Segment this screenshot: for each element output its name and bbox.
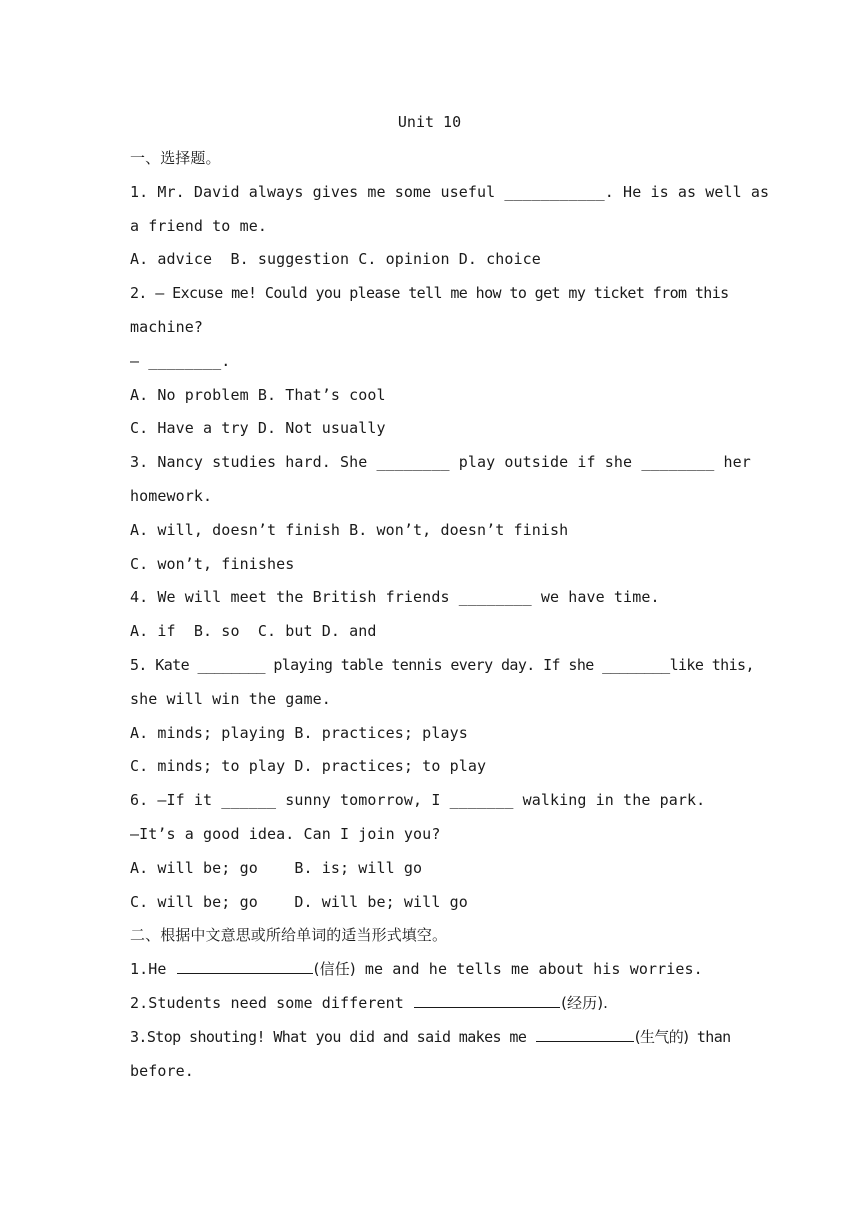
- section-2-heading: 二、根据中文意思或所给单词的适当形式填空。: [130, 926, 448, 945]
- question-2-line-3: — ________.: [130, 351, 231, 370]
- fill-item-2-hint: (经历).: [561, 993, 609, 1012]
- question-6-line-1: 6. —If it ______ sunny tomorrow, I _______ walking in the park.: [130, 791, 706, 810]
- question-2-options-2: C. Have a try D. Not usually: [130, 419, 386, 438]
- fill-item-3-hint: (生气的): [634, 1027, 689, 1046]
- fill-item-1-after: me and he tells me about his worries.: [355, 960, 703, 979]
- fill-item-3-continuation: before.: [130, 1061, 194, 1080]
- fill-item-3-after: than: [688, 1027, 731, 1046]
- question-6-options-2: C. will be; go D. will be; will go: [130, 892, 468, 911]
- fill-blank-2[interactable]: [414, 991, 560, 1008]
- question-5-options-1: A. minds; playing B. practices; plays: [130, 723, 468, 742]
- question-2-line-2: machine?: [130, 317, 204, 336]
- question-3-line-1: 3. Nancy studies hard. She ________ play outside if she ________ her: [130, 453, 751, 472]
- question-4-line-1: 4. We will meet the British friends ________ we have time.: [130, 588, 660, 607]
- question-4-options: A. if B. so C. but D. and: [130, 622, 377, 641]
- question-2-options-1: A. No problem B. That’s cool: [130, 385, 386, 404]
- page-title: Unit 10: [397, 113, 462, 131]
- fill-item-1-before: 1.He: [130, 960, 176, 979]
- question-5-line-2: she will win the game.: [130, 689, 331, 708]
- fill-item-3: [130, 1021, 735, 1055]
- worksheet-page: [130, 108, 770, 1088]
- question-6-line-2: —It’s a good idea. Can I join you?: [130, 824, 441, 843]
- section-1-heading: 一、选择题。: [130, 149, 221, 167]
- fill-item-1-hint: (信任): [313, 960, 356, 979]
- fill-blank-3[interactable]: [536, 1025, 634, 1042]
- question-5-options-2: C. minds; to play D. practices; to play: [130, 757, 487, 776]
- fill-item-1: [130, 953, 735, 987]
- fill-item-2-before: 2.Students need some different: [130, 993, 414, 1012]
- fill-blank-1[interactable]: [177, 957, 313, 974]
- question-2-line-1: 2. — Excuse me! Could you please tell me how to get my ticket from this: [130, 284, 729, 303]
- question-1-line-2: a friend to me.: [130, 216, 267, 235]
- question-1-options: A. advice B. suggestion C. opinion D. choice: [130, 250, 541, 269]
- fill-item-3-before: 3.Stop shouting! What you did and said makes me: [130, 1027, 535, 1046]
- question-3-options-2: C. won’t, finishes: [130, 554, 295, 573]
- question-5-line-1: 5. Kate ________ playing table tennis every day. If she ________like this,: [130, 655, 754, 674]
- question-1-line-1: 1. Mr. David always gives me some useful ___________. He is as well as: [130, 182, 770, 201]
- question-3-line-2: homework.: [130, 486, 213, 505]
- fill-item-2: [130, 987, 735, 1021]
- question-3-options-1: A. will, doesn’t finish B. won’t, doesn’t finish: [130, 520, 569, 539]
- question-6-options-1: A. will be; go B. is; will go: [130, 858, 423, 877]
